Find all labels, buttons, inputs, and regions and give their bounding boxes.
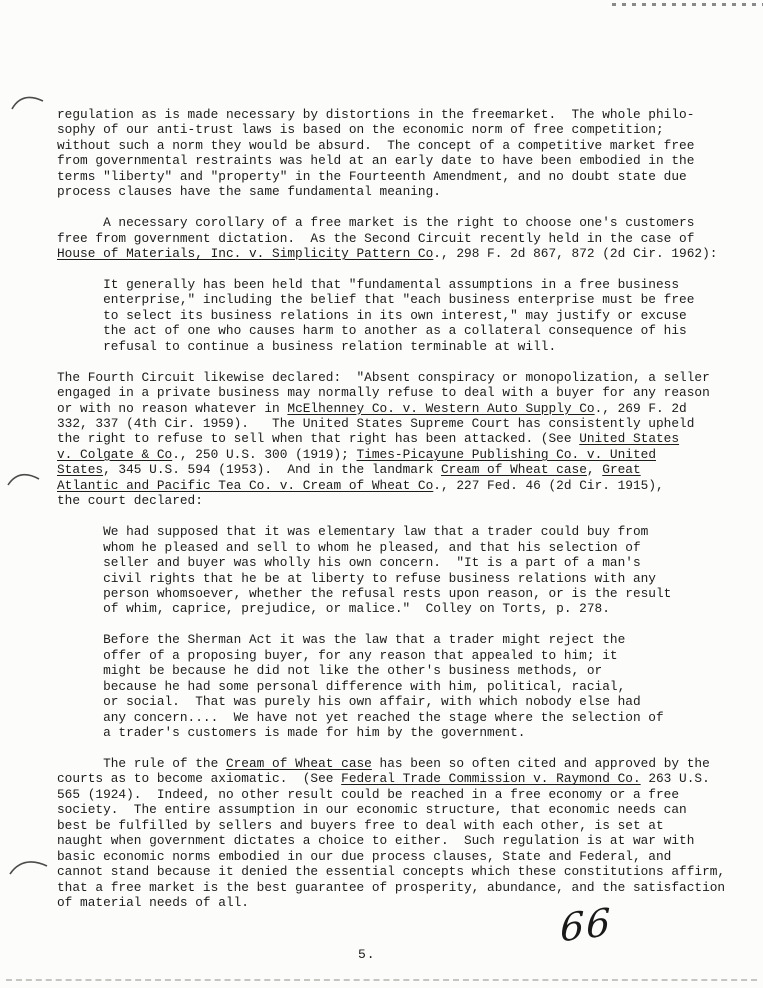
text-line: without such a norm they would be absurd. The concept of a competitive market free [57,137,695,153]
text-line: of whim, caprice, prejudice, or malice." Colley on Torts, p. 278. [103,601,610,617]
text-line: society. The entire assumption in our economic structure, that economic needs can [57,802,687,818]
bottom-edge-dashed-line [6,979,757,981]
text-line: We had supposed that it was elementary law that a trader could buy from [103,524,649,540]
paragraph-4 [57,756,737,911]
text-line: engaged in a private business may normally refuse to deal with a buyer for any reason [57,385,710,401]
text-line: States, 345 U.S. 594 (1953). And in the landmark Cream of Wheat case, Great [57,462,641,478]
text-line: civil rights that he be at liberty to refuse business relations with any [103,570,656,586]
text-line: 332, 337 (4th Cir. 1959). The United States Supreme Court has consistently upheld [57,416,695,432]
text-line: process clauses have the same fundamental meaning. [57,184,441,200]
text-line: that a free market is the best guarantee of prosperity, abundance, and the satisfaction [57,879,726,895]
text-line: of material needs of all. [57,895,249,911]
text-line: the act of one who causes harm to another as a collateral consequence of his [103,323,687,339]
text-line: or with no reason whatever in McElhenney Co. v. Western Auto Supply Co., 269 F. 2d [57,400,687,416]
text-line: The Fourth Circuit likewise declared: "Absent conspiracy or monopolization, a seller [57,369,710,385]
text-line: terms "liberty" and "property" in the Fourteenth Amendment, and no doubt state due [57,168,687,184]
paragraph-3 [57,370,737,509]
text-line: or social. That was purely his own affair, with which nobody else had [103,694,641,710]
text-line: A necessary corollary of a free market is the right to choose one's customers [57,215,695,231]
text-line: regulation as is made necessary by distortions in the freemarket. The whole philo- [57,107,695,122]
text-line: because he had some personal difference with him, political, racial, [103,678,626,694]
margin-arc-mark-3 [8,853,50,877]
text-line: naught when government dictates a choice to either. Such regulation is at war with [57,833,695,849]
text-line: It generally has been held that "fundamental assumptions in a free business [103,276,680,292]
margin-arc-mark-1 [10,90,46,112]
text-line: cannot stand because it denied the essential concepts which these constitutions affirm, [57,864,726,880]
text-line: might be because he did not like the other's business methods, or [103,663,603,679]
document-text [57,107,737,910]
text-line: person whomsoever, whether the refusal rests upon reason, or is the result [103,585,672,601]
paragraph-1 [57,107,737,200]
text-line: the right to refuse to sell when that right has been attacked. (See United States [57,431,680,447]
block-quote-2 [57,524,737,617]
text-line: Atlantic and Pacific Tea Co. v. Cream of Wheat Co., 227 Fed. 46 (2d Cir. 1915), [57,477,664,493]
text-line: Before the Sherman Act it was the law that a trader might reject the [103,632,626,648]
text-line: to select its business relations in its own interest," may justify or excuse [103,307,687,323]
text-line: refusal to continue a business relation terminable at will. [103,338,557,354]
text-line: v. Colgate & Co., 250 U.S. 300 (1919); Times-Picayune Publishing Co. v. United [57,446,657,462]
text-line: basic economic norms embodied in our due process clauses, State and Federal, and [57,848,672,864]
text-line: free from government dictation. As the Second Circuit recently held in the case of [57,230,695,246]
text-line: a trader's customers is made for him by the government. [103,725,526,741]
page-number: 5. [358,947,376,962]
paragraph-2 [57,215,737,261]
text-line: The rule of the Cream of Wheat case has been so often cited and approved by the [57,755,710,771]
text-line: sophy of our anti-trust laws is based on the economic norm of free competition; [57,122,664,138]
text-line: House of Materials, Inc. v. Simplicity Pattern Co., 298 F. 2d 867, 872 (2d Cir. 1962): [57,246,718,262]
block-quote-1 [57,277,737,354]
text-line: courts as to become axiomatic. (See Federal Trade Commission v. Raymond Co. 263 U.S. [57,771,710,787]
top-edge-dotted-line [612,3,763,6]
handwritten-page-number: 66 [559,899,613,951]
text-line: seller and buyer was wholly his own concern. "It is a part of a man's [103,555,641,571]
block-quote-3 [57,632,737,740]
margin-arc-mark-2 [6,467,42,489]
text-line: enterprise," including the belief that "each business enterprise must be free [103,292,695,308]
text-line: from governmental restraints was held at an early date to have been embodied in the [57,153,695,169]
text-line: 565 (1924). Indeed, no other result could be reached in a free economy or a free [57,786,680,802]
text-line: any concern.... We have not yet reached the stage where the selection of [103,709,664,725]
text-line: whom he pleased and sell to whom he pleased, and that his selection of [103,539,641,555]
text-line: best be fulfilled by sellers and buyers free to deal with each other, is set at [57,817,664,833]
text-line: the court declared: [57,493,203,509]
text-line: offer of a proposing buyer, for any reason that appealed to him; it [103,647,618,663]
